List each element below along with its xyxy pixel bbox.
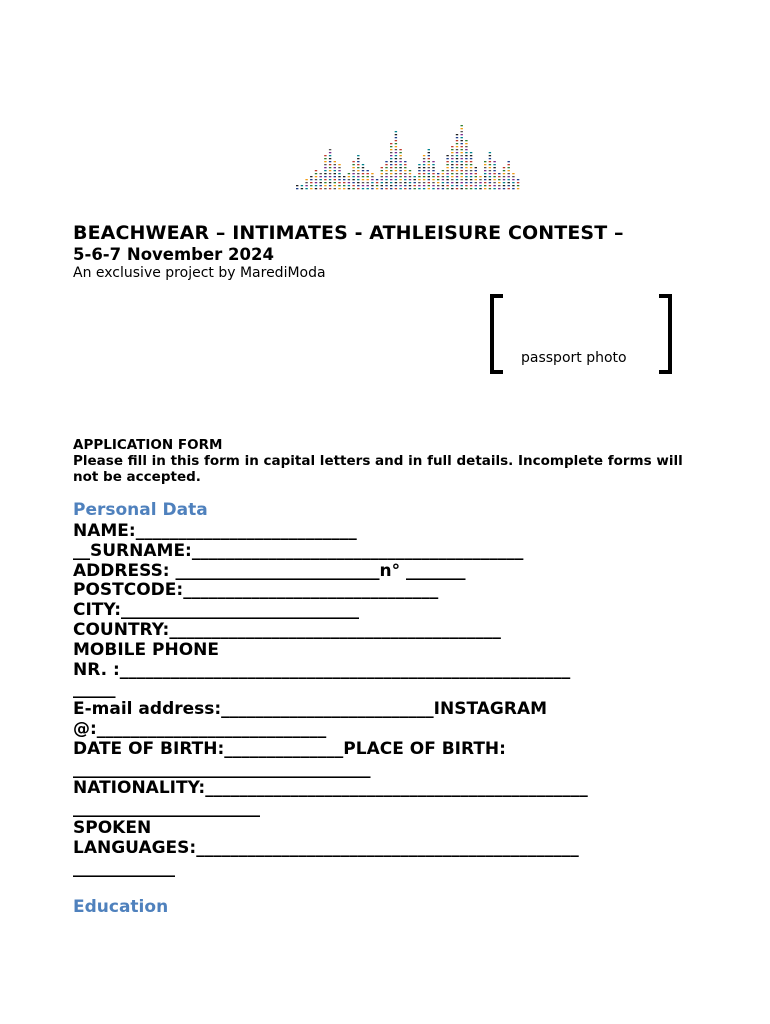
- maredimoda-logo: [294, 98, 524, 193]
- form-field-line[interactable]: _____: [73, 679, 116, 700]
- organizer-byline: An exclusive project by MarediModa: [73, 265, 326, 281]
- passport-photo-label: passport photo: [521, 350, 627, 366]
- form-field-line[interactable]: @:___________________________: [73, 718, 327, 739]
- contest-dates: 5-6-7 November 2024: [73, 245, 274, 264]
- contest-title: BEACHWEAR – INTIMATES - ATHLEISURE CONTEST –: [73, 222, 624, 244]
- form-field-line[interactable]: ___________________________________: [73, 758, 371, 779]
- passport-photo-box[interactable]: [490, 294, 672, 378]
- section-education: Education: [73, 897, 169, 917]
- form-field-line[interactable]: __SURNAME:_______________________________________: [73, 540, 524, 561]
- section-personal-data: Personal Data: [73, 500, 208, 520]
- form-field-line[interactable]: POSTCODE:______________________________: [73, 580, 439, 601]
- application-form-title: APPLICATION FORM: [73, 437, 223, 453]
- form-field-line[interactable]: DATE OF BIRTH:______________PLACE OF BIRTH:: [73, 738, 506, 759]
- form-field-line[interactable]: E-mail address:_________________________INSTAGRAM: [73, 699, 548, 720]
- form-field-line[interactable]: ____________: [73, 857, 175, 878]
- form-field-line[interactable]: ______________________: [73, 798, 260, 819]
- form-field-line[interactable]: MOBILE PHONE: [73, 639, 219, 660]
- right-bracket: [659, 294, 672, 374]
- personal-data-fields: [73, 522, 588, 878]
- form-field-line[interactable]: NR. :_____________________________________________________: [73, 659, 571, 680]
- form-field-line[interactable]: CITY:____________________________: [73, 600, 360, 621]
- form-field-line[interactable]: SPOKEN: [73, 817, 152, 838]
- left-bracket: [490, 294, 503, 374]
- form-field-line[interactable]: ADDRESS: ________________________n° _______: [73, 560, 466, 581]
- form-instructions: Please fill in this form in capital letters and in full details. Incomplete forms will not be accepted.: [73, 453, 683, 485]
- form-field-line[interactable]: LANGUAGES:_____________________________________________: [73, 837, 579, 858]
- form-field-line[interactable]: NAME:__________________________: [73, 521, 357, 541]
- form-field-line[interactable]: COUNTRY:_______________________________________: [73, 619, 501, 640]
- form-field-line[interactable]: NATIONALITY:_____________________________________________: [73, 778, 588, 799]
